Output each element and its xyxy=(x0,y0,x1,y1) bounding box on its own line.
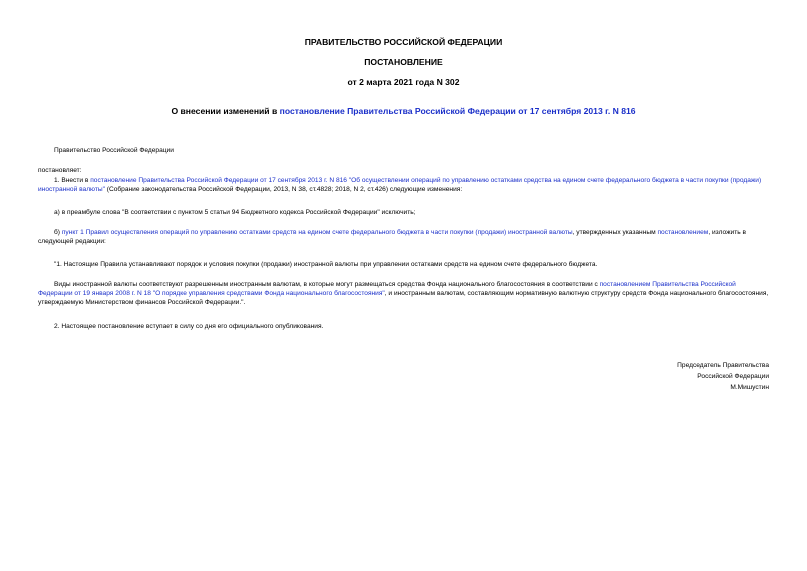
intro-text: Правительство Российской Федерации xyxy=(54,147,174,154)
document-type: ПОСТАНОВЛЕНИЕ xyxy=(364,57,443,67)
signature-title-line-1: Председатель Правительства xyxy=(677,362,769,369)
quote2-link-decree-18[interactable]: постановлением Правительства Российской Федерации от 19 января 2008 г. N 18 "О порядке управления средствами Фонда национального благосостояния" xyxy=(38,281,736,298)
quote2-end: , и иностранным валютам, составляющим нормативную валютную структуру средств Фонда национального благосостояния, утверждаемую Министерством финансов Российской Федерации.". xyxy=(38,290,769,307)
p1-start: 1. Внести в xyxy=(54,177,91,184)
pb-end: , изложить в следующей редакции: xyxy=(38,229,747,246)
document-title xyxy=(0,106,807,116)
p1-end: (Собрание законодательства Российской Федерации, 2013, N 38, ст.4828; 2018, N 2, ст.426) следующие изменения: xyxy=(104,186,463,194)
paragraph-b xyxy=(38,228,770,246)
pb-start: б) xyxy=(54,229,62,236)
government-heading: ПРАВИТЕЛЬСТВО РОССИЙСКОЙ ФЕДЕРАЦИИ xyxy=(304,37,503,47)
pb-link-rules-point-1[interactable]: пункт 1 Правил осуществления операций по управлению остатками средств на едином счете федерального бюджета в части покупки (продажи) иностранной валюты xyxy=(61,229,573,236)
signature-title-line-2: Российской Федерации xyxy=(697,373,769,380)
p1-link-decree-816[interactable]: постановление Правительства Российской Федерации от 17 сентября 2013 г. N 816 "Об осуществлении операций по управлению остатками средства на едином счете федерального бюджета в части покупки (продажи) иностранной валюты" xyxy=(38,177,762,194)
resolves-text: постановляет: xyxy=(38,167,82,174)
quote2-start: Виды иностранной валюты соответствуют разрешенным иностранным валютам, в которые могут размещаться средства Фонда национального благосостояния в соответствии с xyxy=(54,281,600,288)
title-prefix: О внесении изменений в xyxy=(171,106,280,116)
quote-paragraph-1: "1. Настоящие Правила устанавливают порядок и условия покупки (продажи) иностранной валюты при управлении остатками средств на едином счете федерального бюджета. xyxy=(54,261,598,268)
pb-mid: , утвержденных указанным xyxy=(572,229,658,236)
pb-link-decree[interactable]: постановлением xyxy=(657,229,709,236)
paragraph-2: 2. Настоящее постановление вступает в силу со дня его официального опубликования. xyxy=(54,323,324,330)
title-link[interactable]: постановление Правительства Российской Федерации от 17 сентября 2013 г. N 816 xyxy=(279,106,636,116)
quote-paragraph-2 xyxy=(38,280,770,308)
document-date-number: от 2 марта 2021 года N 302 xyxy=(347,77,460,87)
signature-name: М.Мишустин xyxy=(730,384,769,391)
paragraph-a: а) в преамбуле слова "В соответствии с пунктом 5 статьи 94 Бюджетного кодекса Российской Федерации" исключить; xyxy=(54,209,416,216)
paragraph-1 xyxy=(38,176,770,194)
